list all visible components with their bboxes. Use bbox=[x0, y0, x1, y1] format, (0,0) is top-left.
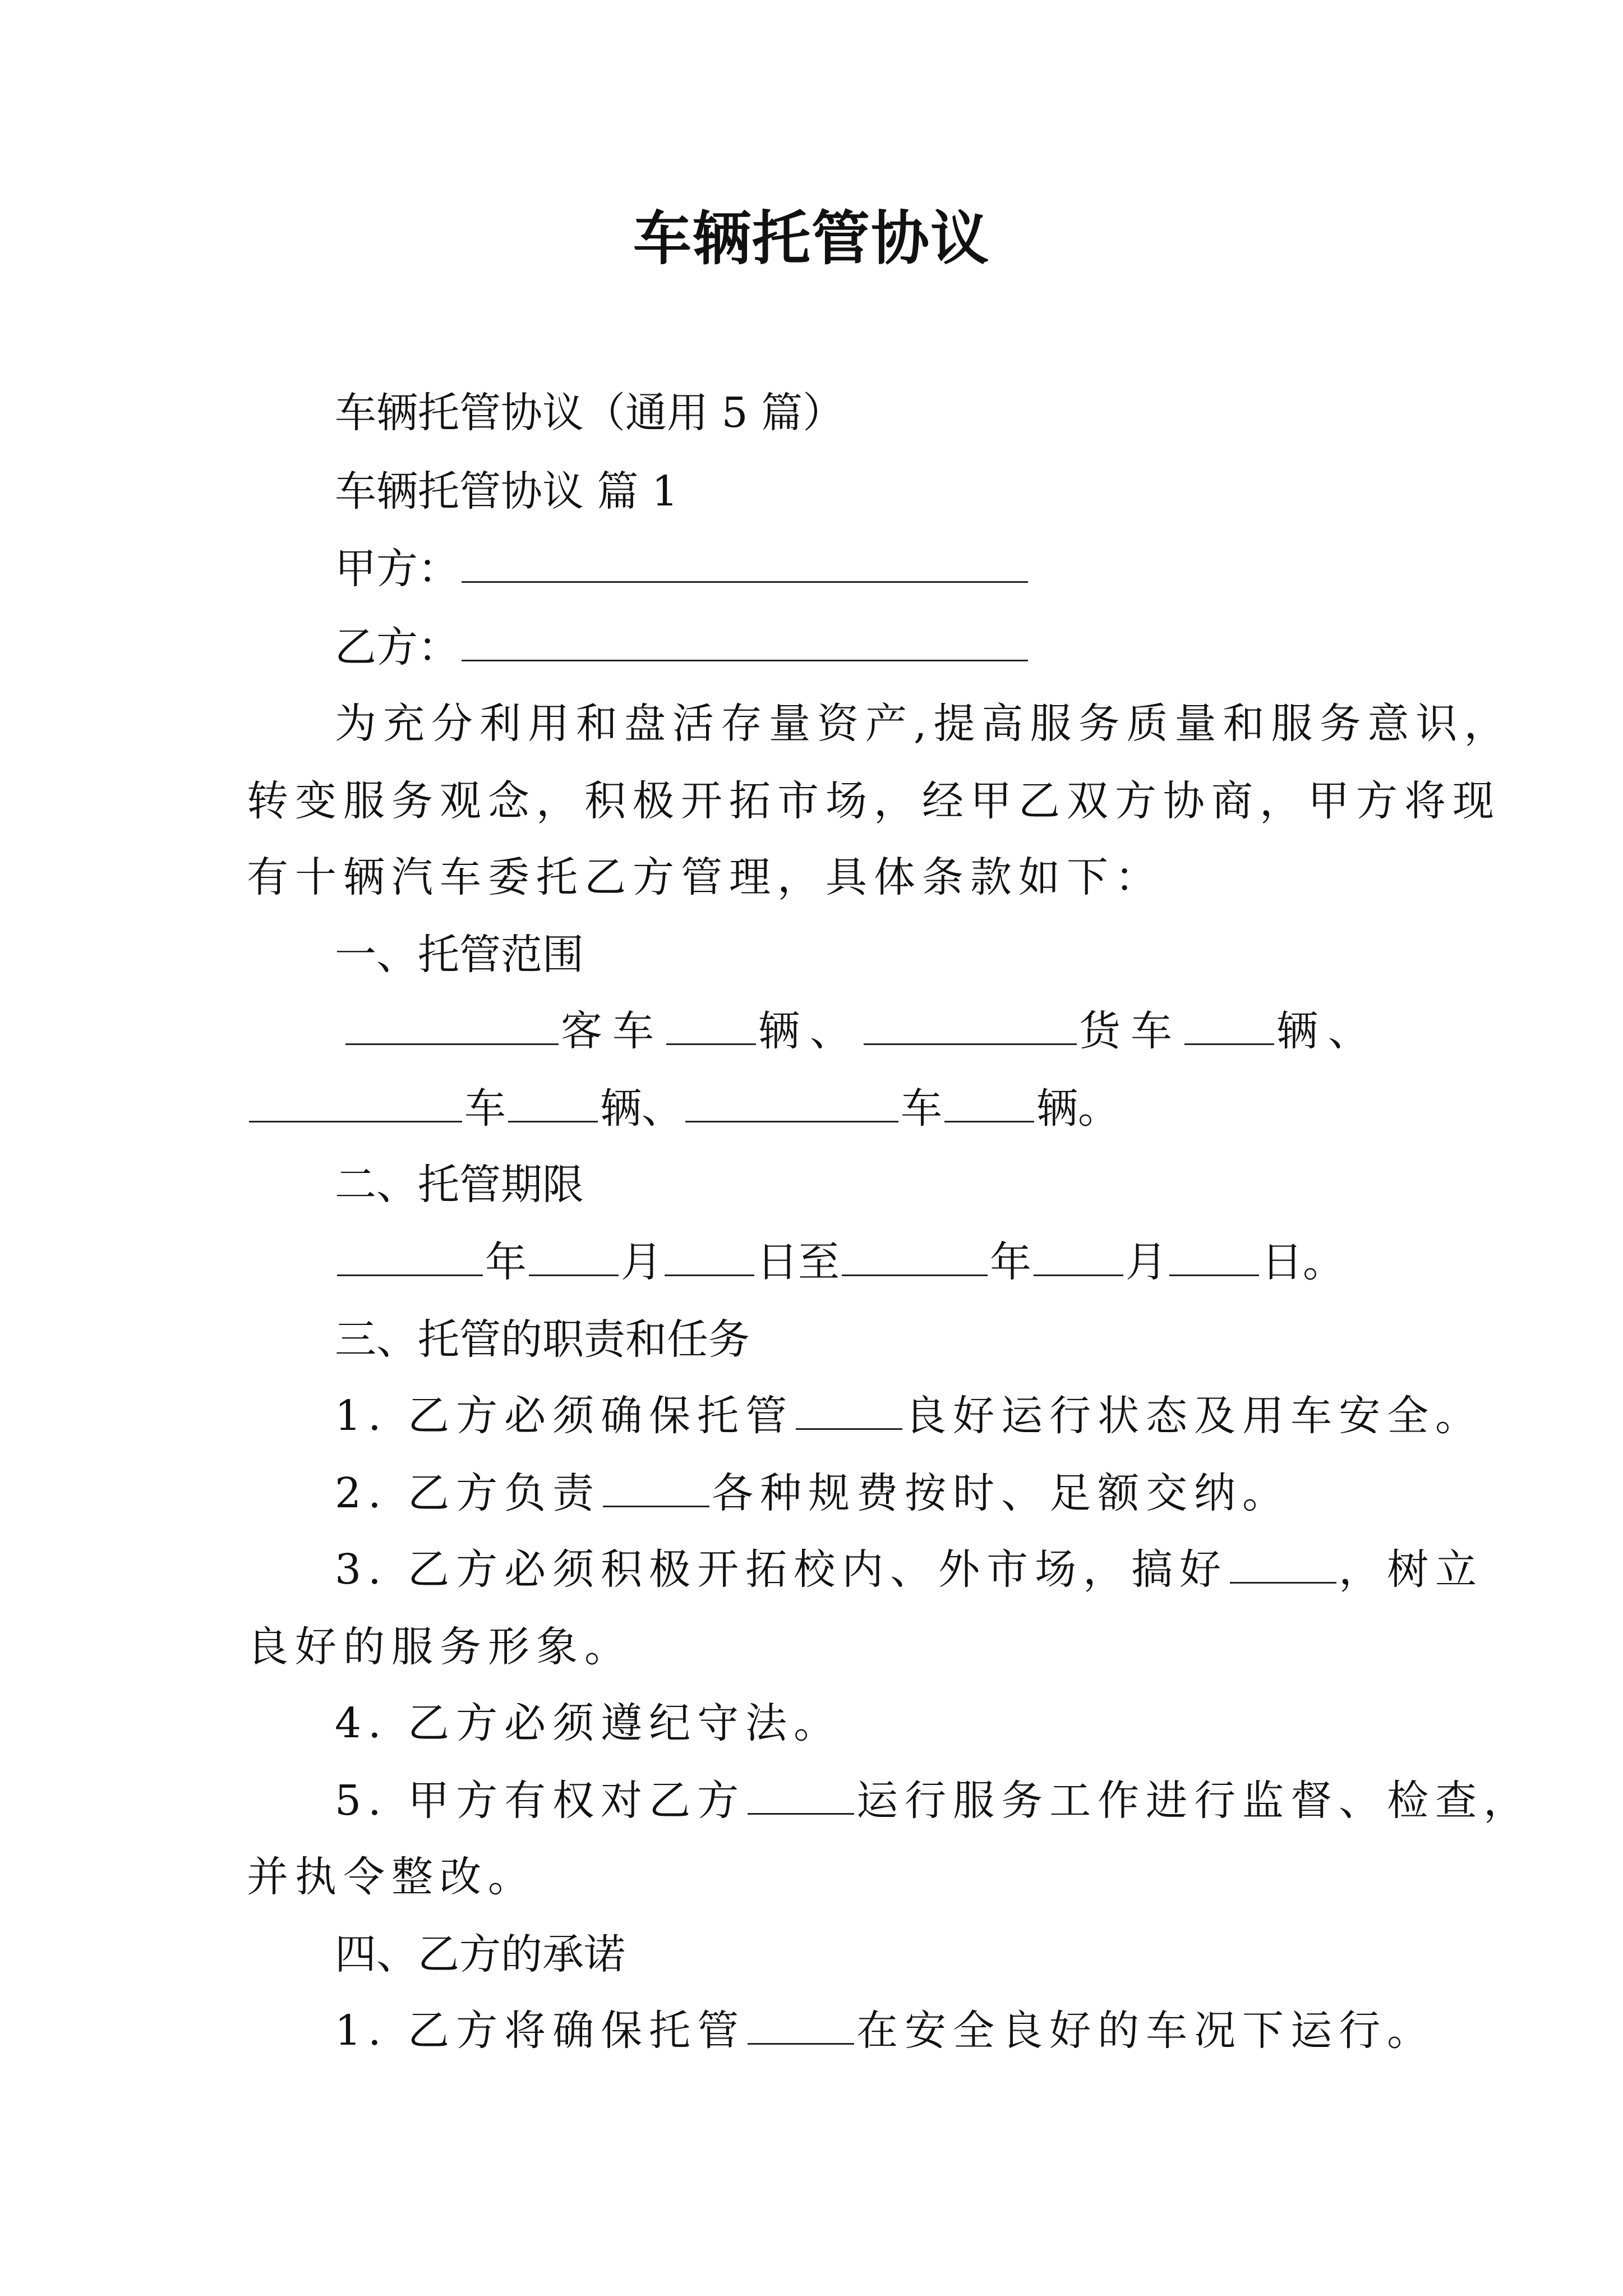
intro-line-3: 有十辆汽车委托乙方管理，具体条款如下： bbox=[247, 853, 1163, 901]
promise-item-1 bbox=[335, 2003, 1435, 2059]
intro-line-2: 转变服务观念，积极开拓市场，经甲乙双方协商，甲方将现 bbox=[247, 777, 1501, 825]
article-heading: 车辆托管协议 篇 1 bbox=[335, 467, 679, 516]
section-3-title: 三、托管的职责和任务 bbox=[335, 1315, 750, 1364]
promise-text: 在安全良好的车况下运行。 bbox=[856, 2007, 1436, 2055]
duty-text: 良好运行状态及用车安全。 bbox=[905, 1392, 1484, 1440]
period-text: 月 bbox=[1126, 1238, 1167, 1286]
blank bbox=[1169, 1240, 1259, 1276]
duty-item-4: 4. 乙方必须遵纪守法。 bbox=[335, 1699, 842, 1747]
period-text: 年 bbox=[485, 1238, 527, 1286]
blank bbox=[603, 1471, 709, 1507]
duty-text: 1. 乙方必须确保托管 bbox=[335, 1392, 794, 1440]
blank bbox=[1034, 1240, 1123, 1276]
blank bbox=[665, 1240, 754, 1276]
party-b-label: 乙方： bbox=[335, 623, 459, 671]
blank bbox=[944, 1086, 1034, 1122]
duty-text: 3. 乙方必须积极开拓校内、外市场，搞好 bbox=[335, 1545, 1228, 1594]
blank bbox=[842, 1240, 988, 1276]
scope-text: 客车 bbox=[561, 1007, 664, 1055]
blank bbox=[1184, 1009, 1274, 1045]
scope-text: 货车 bbox=[1079, 1007, 1182, 1055]
subtitle: 车辆托管协议（通用 5 篇） bbox=[335, 389, 845, 437]
duty-item-3 bbox=[335, 1542, 1483, 1598]
duty-item-1 bbox=[335, 1388, 1483, 1444]
duty-item-3-cont: 良好的服务形象。 bbox=[247, 1623, 633, 1671]
scope-text: 辆、 bbox=[600, 1084, 683, 1133]
blank bbox=[345, 1009, 559, 1045]
blank bbox=[748, 1778, 854, 1815]
period-text: 日至 bbox=[757, 1238, 840, 1286]
promise-text: 1. 乙方将确保托管 bbox=[335, 2007, 746, 2055]
duty-text: 5. 甲方有权对乙方 bbox=[335, 1777, 746, 1825]
scope-line-1 bbox=[343, 1003, 1380, 1059]
scope-text: 辆。 bbox=[1036, 1084, 1119, 1133]
duty-text: ，树立 bbox=[1339, 1545, 1484, 1594]
period-text: 日。 bbox=[1261, 1238, 1344, 1286]
period-line bbox=[335, 1234, 1344, 1290]
party-b-line bbox=[335, 619, 1030, 675]
party-a-line bbox=[335, 541, 1030, 597]
duty-item-2 bbox=[335, 1465, 1290, 1521]
blank bbox=[685, 1086, 898, 1122]
section-1-title: 一、托管范围 bbox=[335, 931, 584, 979]
blank bbox=[1230, 1547, 1336, 1584]
duty-item-5-cont: 并执令整改。 bbox=[247, 1853, 536, 1901]
blank bbox=[864, 1009, 1077, 1045]
duty-item-5 bbox=[335, 1773, 1532, 1829]
scope-text: 辆、 bbox=[758, 1007, 861, 1055]
intro-line-1: 为充分利用和盘活存量资产,提高服务质量和服务意识， bbox=[335, 700, 1513, 748]
party-a-blank bbox=[462, 546, 1028, 583]
blank bbox=[748, 2008, 854, 2045]
blank bbox=[249, 1086, 462, 1122]
period-text: 年 bbox=[990, 1238, 1031, 1286]
period-text: 月 bbox=[621, 1238, 662, 1286]
blank bbox=[337, 1240, 483, 1276]
document-title: 车辆托管协议 bbox=[633, 204, 990, 273]
blank bbox=[666, 1009, 756, 1045]
duty-text: 运行服务工作进行监督、检查， bbox=[856, 1777, 1532, 1825]
duty-text: 各种规费按时、足额交纳。 bbox=[712, 1469, 1291, 1517]
party-a-label: 甲方： bbox=[335, 545, 459, 593]
blank bbox=[508, 1086, 598, 1122]
scope-text: 车 bbox=[901, 1084, 942, 1133]
scope-text: 车 bbox=[464, 1084, 506, 1133]
scope-line-2 bbox=[247, 1080, 1119, 1137]
party-b-blank bbox=[462, 625, 1028, 661]
section-2-title: 二、托管期限 bbox=[335, 1161, 584, 1209]
blank bbox=[529, 1240, 619, 1276]
scope-text: 辆、 bbox=[1276, 1007, 1380, 1055]
section-4-title: 四、乙方的承诺 bbox=[335, 1930, 625, 1978]
duty-text: 2. 乙方负责 bbox=[335, 1469, 601, 1517]
blank bbox=[796, 1393, 902, 1430]
